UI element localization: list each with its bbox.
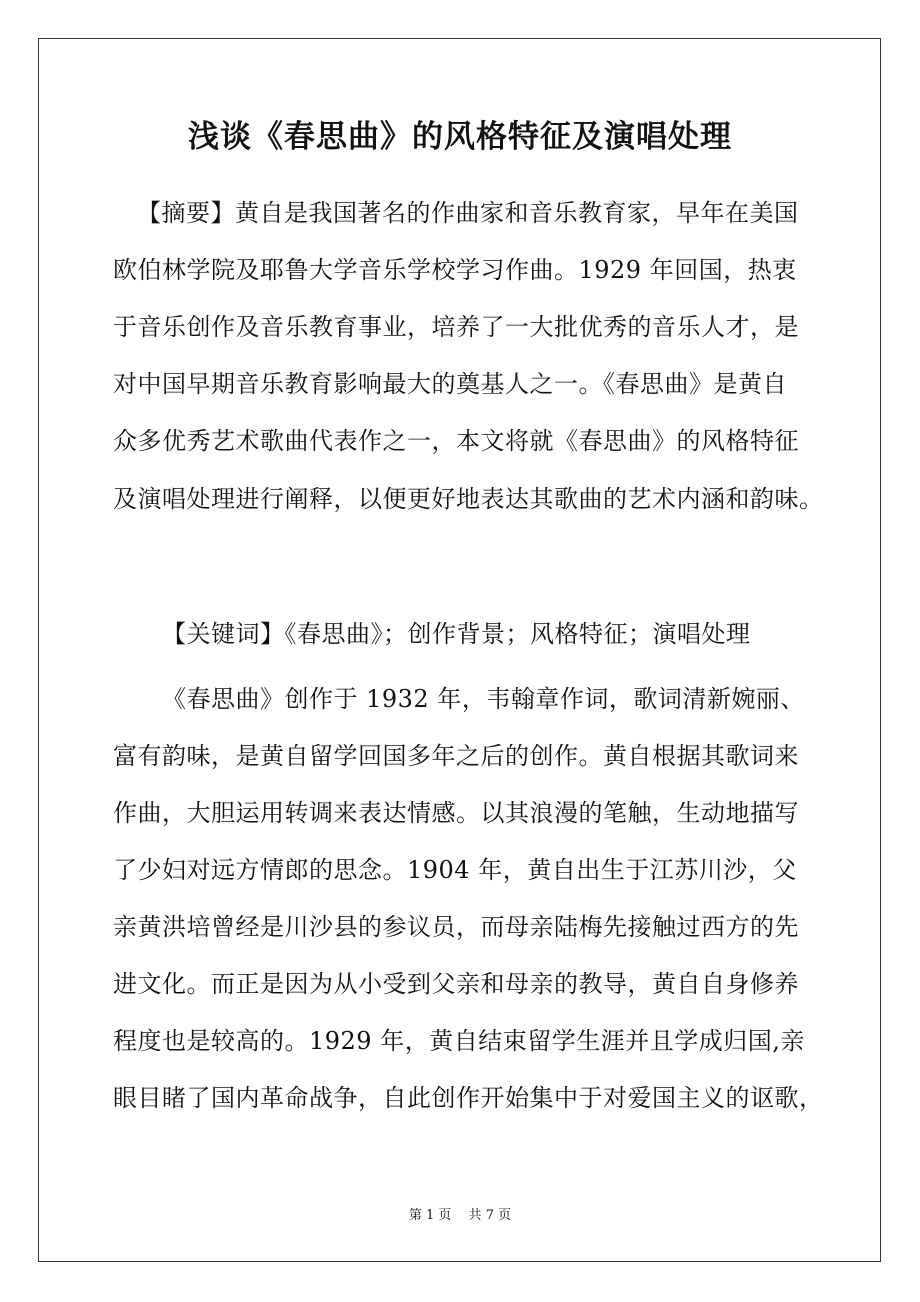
body-line: 眼目睹了国内革命战争，自此创作开始集中于对爱国主义的讴歌， (113, 1084, 824, 1112)
abstract-line: 对中国早期音乐教育影响最大的奠基人之一。《春思曲》是黄自 (113, 370, 787, 398)
body-line: 《春思曲》创作于 1932 年，韦翰章作词，歌词清新婉丽、 (162, 685, 805, 713)
body-line: 了少妇对远方情郎的思念。1904 年，黄自出生于江苏川沙，父 (113, 856, 797, 884)
body-line: 作曲，大胆运用转调来表达情感。以其浪漫的笔触，生动地描写 (113, 799, 799, 827)
body-line: 亲黄洪培曾经是川沙县的参议员，而母亲陆梅先接触过西方的先 (113, 913, 799, 941)
body-line: 进文化。而正是因为从小受到父亲和母亲的教导，黄自自身修养 (113, 970, 799, 998)
body-line: 程度也是较高的。1929 年，黄自结束留学生涯并且学成归国,亲 (113, 1027, 805, 1055)
abstract-line: 及演唱处理进行阐释，以便更好地表达其歌曲的艺术内涵和韵味。 (113, 485, 824, 513)
document-title: 浅谈《春思曲》的风格特征及演唱处理 (188, 119, 732, 155)
body-line: 富有韵味，是黄自留学回国多年之后的创作。黄自根据其歌词来 (113, 742, 799, 770)
abstract-line: 于音乐创作及音乐教育事业，培养了一大批优秀的音乐人才，是 (113, 313, 799, 341)
abstract-line: 【摘要】黄自是我国著名的作曲家和音乐教育家，早年在美国 (137, 199, 799, 227)
abstract-line: 欧伯林学院及耶鲁大学音乐学校学习作曲。1929 年回国，热衷 (113, 256, 797, 284)
page-footer: 第 1 页 共 7 页 (408, 1208, 512, 1223)
keywords-line: 【关键词】《春思曲》；创作背景；风格特征；演唱处理 (162, 620, 751, 648)
abstract-line: 众多优秀艺术歌曲代表作之一，本文将就《春思曲》的风格特征 (113, 427, 799, 455)
